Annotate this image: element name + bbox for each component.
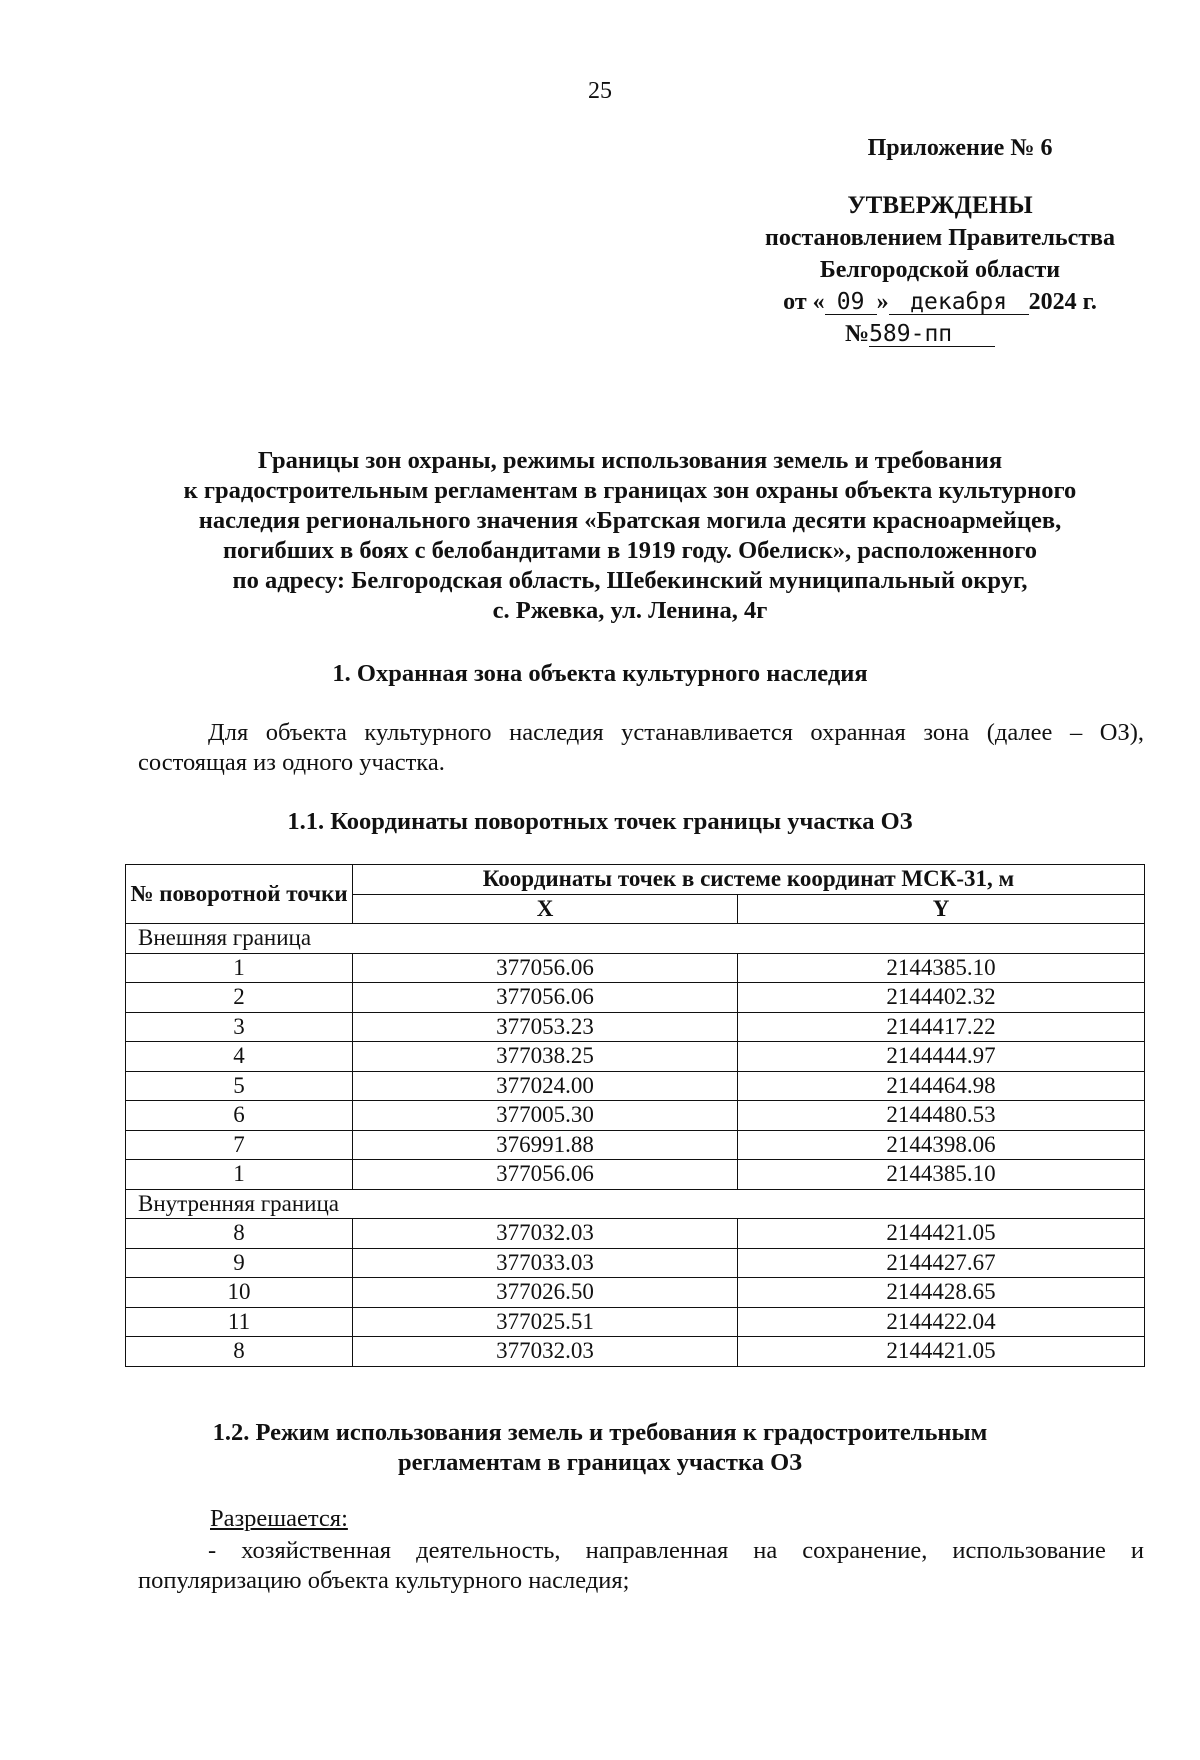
date-prefix: от « [783, 289, 825, 315]
point-number: 11 [126, 1307, 353, 1337]
y-value: 2144464.98 [738, 1071, 1145, 1101]
point-number: 3 [126, 1012, 353, 1042]
x-value: 377056.06 [353, 983, 738, 1013]
approval-title: УТВЕРЖДЕНЫ [847, 192, 1033, 219]
point-number: 2 [126, 983, 353, 1013]
table-row [126, 1101, 1145, 1131]
y-value: 2144417.22 [738, 1012, 1145, 1042]
approval-block [660, 132, 1200, 350]
x-value: 377032.03 [353, 1337, 738, 1367]
title-line: с. Ржевка, ул. Ленина, 4г [492, 597, 768, 624]
header-y: Y [738, 894, 1145, 924]
section-1-heading: 1. Охранная зона объекта культурного наследия [332, 660, 868, 687]
table-row [126, 953, 1145, 983]
table-row [126, 1071, 1145, 1101]
date-mid: » [876, 289, 889, 315]
number-prefix: № [844, 321, 870, 347]
x-value: 377053.23 [353, 1012, 738, 1042]
y-value: 2144428.65 [738, 1278, 1145, 1308]
title-line: наследия регионального значения «Братская могила десяти красноармейцев, [198, 507, 1062, 534]
x-value: 377032.03 [353, 1219, 738, 1249]
y-value: 2144422.04 [738, 1307, 1145, 1337]
title-line: к градостроительным регламентам в границах зон охраны объекта культурного [183, 477, 1077, 504]
y-value: 2144421.05 [738, 1337, 1145, 1367]
y-value: 2144385.10 [738, 1160, 1145, 1190]
header-x: X [353, 894, 738, 924]
header-coordinates: Координаты точек в системе координат МСК-31, м [353, 865, 1145, 895]
x-value: 377025.51 [353, 1307, 738, 1337]
point-number: 8 [126, 1219, 353, 1249]
number-value: 589-пп [869, 322, 995, 347]
section-1-paragraph: Для объекта культурного наследия устанавливается охранная зона (далее – ОЗ), состоящая из одного участка. [138, 719, 1144, 776]
table-row [126, 1012, 1145, 1042]
allowed-item [138, 1536, 1144, 1596]
point-number: 1 [126, 953, 353, 983]
section-1-2-heading-line-1: 1.2. Режим использования земель и требования к градостроительным [212, 1419, 988, 1446]
y-value: 2144421.05 [738, 1219, 1145, 1249]
title-line: погибших в боях с белобандитами в 1919 году. Обелиск», расположенного [222, 537, 1038, 564]
y-value: 2144385.10 [738, 953, 1145, 983]
section-1-text [138, 718, 1144, 778]
allowed-label: Разрешается: [210, 1505, 348, 1532]
x-value: 377026.50 [353, 1278, 738, 1308]
date-day: 09 [825, 290, 877, 315]
point-number: 8 [126, 1337, 353, 1367]
coordinates-table [125, 864, 1145, 1367]
table-row [126, 1130, 1145, 1160]
table-row [126, 1219, 1145, 1249]
section-1-1-heading: 1.1. Координаты поворотных точек границы участка ОЗ [287, 808, 913, 835]
allowed-item-text: - хозяйственная деятельность, направленная на сохранение, использование и популяризацию объекта культурного наследия; [138, 1537, 1144, 1594]
table-row [126, 1248, 1145, 1278]
approval-line-2: Белгородской области [819, 257, 1061, 283]
date-month: декабря [889, 290, 1029, 315]
group-inner-boundary: Внутренняя граница [126, 1189, 1145, 1219]
table-row [126, 983, 1145, 1013]
x-value: 377024.00 [353, 1071, 738, 1101]
y-value: 2144427.67 [738, 1248, 1145, 1278]
y-value: 2144398.06 [738, 1130, 1145, 1160]
appendix-label: Приложение № 6 [867, 135, 1053, 161]
table-row [126, 1042, 1145, 1072]
x-value: 377033.03 [353, 1248, 738, 1278]
approval-number [620, 318, 1200, 350]
y-value: 2144444.97 [738, 1042, 1145, 1072]
point-number: 4 [126, 1042, 353, 1072]
x-value: 377038.25 [353, 1042, 738, 1072]
document-title [120, 446, 1140, 626]
point-number: 5 [126, 1071, 353, 1101]
x-value: 377056.06 [353, 1160, 738, 1190]
point-number: 6 [126, 1101, 353, 1131]
table-row [126, 1160, 1145, 1190]
y-value: 2144480.53 [738, 1101, 1145, 1131]
point-number: 10 [126, 1278, 353, 1308]
x-value: 377056.06 [353, 953, 738, 983]
x-value: 377005.30 [353, 1101, 738, 1131]
title-line: по адресу: Белгородская область, Шебекинский муниципальный округ, [232, 567, 1028, 594]
title-line: Границы зон охраны, режимы использования земель и требования [257, 447, 1003, 474]
table-row [126, 1307, 1145, 1337]
section-1-2-heading-line-2: регламентам в границах участка ОЗ [397, 1449, 803, 1476]
header-point-number: № поворотной точки [126, 865, 353, 924]
date-year: 2024 г. [1028, 289, 1097, 315]
approval-date [660, 286, 1200, 318]
y-value: 2144402.32 [738, 983, 1145, 1013]
approval-line-1: постановлением Правительства [764, 225, 1115, 251]
group-outer-boundary: Внешняя граница [126, 924, 1145, 954]
page-number: 25 [588, 78, 612, 104]
table-row [126, 1278, 1145, 1308]
point-number: 7 [126, 1130, 353, 1160]
point-number: 1 [126, 1160, 353, 1190]
point-number: 9 [126, 1248, 353, 1278]
table-row [126, 1337, 1145, 1367]
section-1-2-heading [0, 1418, 1200, 1478]
x-value: 376991.88 [353, 1130, 738, 1160]
